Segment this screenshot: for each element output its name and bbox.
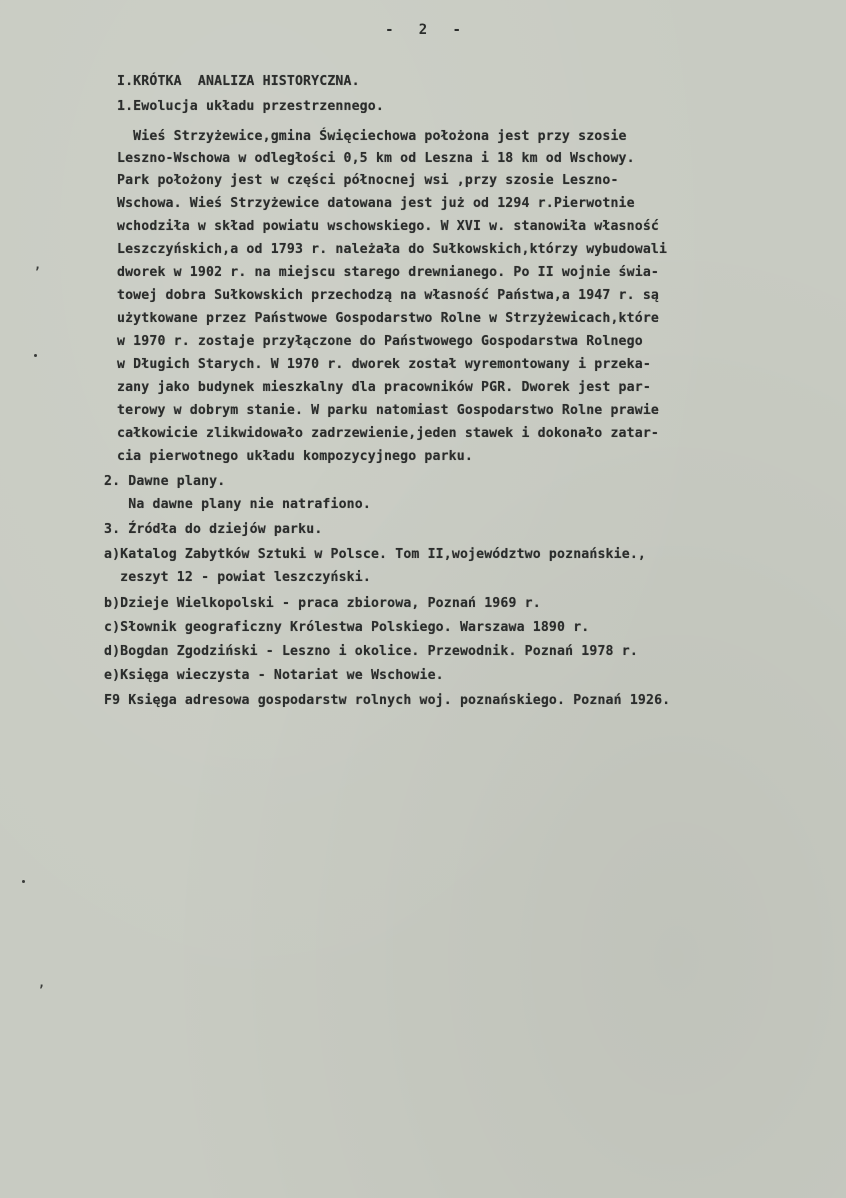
margin-mark (22, 880, 25, 883)
source-item: a)Katalog Zabytków Sztuki w Polsce. Tom II,województwo poznańskie., (104, 547, 646, 562)
source-item: d)Bogdan Zgodziński - Leszno i okolice. Przewodnik. Poznań 1978 r. (104, 644, 638, 659)
text-line: Wschowa. Wieś Strzyżewice datowana jest już od 1294 r.Pierwotnie (117, 196, 635, 211)
subsection-heading: 2. Dawne plany. (104, 474, 226, 489)
margin-mark: , (38, 976, 46, 990)
text-line: towej dobra Sułkowskich przechodzą na własność Państwa,a 1947 r. są (117, 288, 659, 303)
page-number: - 2 - (385, 22, 461, 38)
text-line: Wieś Strzyżewice,gmina Święciechowa położona jest przy szosie (117, 129, 627, 144)
source-item: F9 Księga adresowa gospodarstw rolnych woj. poznańskiego. Poznań 1926. (104, 693, 671, 708)
subsection-heading: 3. Źródła do dziejów parku. (104, 522, 323, 537)
margin-mark (34, 354, 37, 357)
text-line: Park położony jest w części północnej wsi ,przy szosie Leszno- (117, 173, 619, 188)
text-line: wchodziła w skład powiatu wschowskiego. W XVI w. stanowiła własność (117, 219, 659, 234)
margin-mark: , (34, 258, 42, 272)
text-line: dworek w 1902 r. na miejscu starego drewnianego. Po II wojnie świa- (117, 265, 659, 280)
source-item: e)Księga wieczysta - Notariat we Wschowie. (104, 668, 444, 683)
text-line: Leszczyńskich,a od 1793 r. należała do Sułkowskich,którzy wybudowali (117, 242, 668, 257)
source-item: b)Dzieje Wielkopolski - praca zbiorowa, Poznań 1969 r. (104, 596, 541, 611)
text-line: użytkowane przez Państwowe Gospodarstwo Rolne w Strzyżewicach,które (117, 311, 659, 326)
text-line: cia pierwotnego układu kompozycyjnego parku. (117, 449, 473, 464)
section-heading: I.KRÓTKA ANALIZA HISTORYCZNA. (117, 74, 360, 89)
text-line: zany jako budynek mieszkalny dla pracowników PGR. Dworek jest par- (117, 380, 651, 395)
source-item: c)Słownik geograficzny Królestwa Polskiego. Warszawa 1890 r. (104, 620, 590, 635)
text-line: terowy w dobrym stanie. W parku natomiast Gospodarstwo Rolne prawie (117, 403, 659, 418)
subsection-heading: 1.Ewolucja układu przestrzennego. (117, 99, 384, 114)
text-line: w Długich Starych. W 1970 r. dworek został wyremontowany i przeka- (117, 357, 651, 372)
text-line: całkowicie zlikwidowało zadrzewienie,jeden stawek i dokonało zatar- (117, 426, 659, 441)
source-item: zeszyt 12 - powiat leszczyński. (104, 570, 371, 585)
text-line: w 1970 r. zostaje przyłączone do Państwowego Gospodarstwa Rolnego (117, 334, 643, 349)
text-line: Leszno-Wschowa w odległości 0,5 km od Leszna i 18 km od Wschowy. (117, 151, 635, 166)
text-line: Na dawne plany nie natrafiono. (104, 497, 371, 512)
